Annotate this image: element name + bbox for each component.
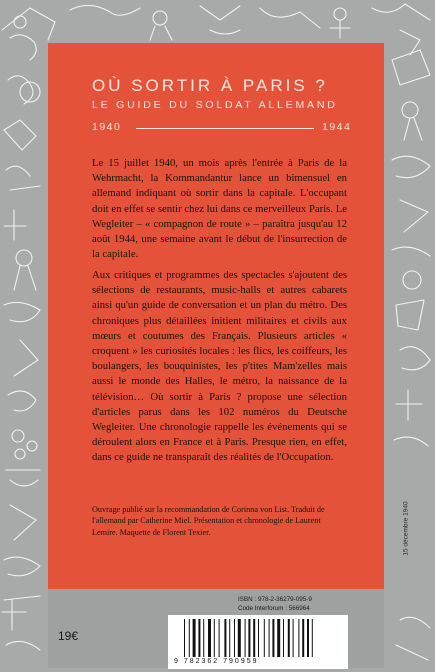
barcode-bar: [203, 619, 204, 657]
isbn-block: [238, 596, 346, 613]
isbn-text: ISBN : 978-2-36279-095-9: [238, 596, 312, 603]
barcode-bar: [288, 619, 290, 657]
barcode-bar: [245, 619, 246, 657]
barcode-bar: [234, 619, 235, 657]
barcode-bar: [214, 619, 215, 657]
barcode-bar: [264, 619, 265, 657]
barcode-bar: [312, 619, 313, 657]
year-end: 1944: [322, 121, 352, 133]
spine-edge: [391, 470, 435, 610]
barcode-bar: [224, 619, 226, 657]
book-title: OÙ SORTIR À PARIS ?: [92, 76, 328, 95]
interforum-code: Code Interforum : 566964: [238, 604, 310, 612]
barcode-bar: [184, 619, 185, 657]
barcode-bar: [253, 619, 255, 657]
barcode-bar: [193, 619, 196, 657]
barcode-bar: [258, 619, 259, 657]
barcode-bar: [208, 619, 211, 657]
barcode-bar: [293, 619, 294, 657]
barcode-bar: [307, 619, 309, 657]
barcode-bar: [298, 619, 299, 657]
barcode-number: 9 782362 790959: [174, 658, 259, 665]
blurb-paragraph-2: Aux critiques et programmes des spectacles s'ajoutent des sélections de restaurants, music-halls et autres cabarets ainsi qu'un guide de conversation et un plan du métro. Des chroniques plus détaillées initient militaires et civils aux mœurs et coutumes des Français. Plusieurs articles « croquent » les curiosités locales : les flics, les coiffeurs, les boulangers, les bouquinistes, les p'tites Mam'zelles mais aussi le monde des Halles, le métro, la naissance de la télévision… Où sortir à Paris ? propose une sélection d'articles parus dans les 102 numéros du Deutsche Wegleiter. Une chronologie rappelle les événements qui se déroulent alors en France et à Paris. Presque rien, en effet, dans ce guide ne transparaît des réalités de l'Occupation.: [92, 269, 347, 464]
barcode-bar: [189, 619, 190, 657]
barcode-bar: [238, 619, 241, 657]
barcode-bars: [168, 615, 348, 659]
barcode-bar: [219, 619, 220, 657]
barcode-bar: [229, 619, 230, 657]
blurb-paragraph-1: Le 15 juillet 1940, un mois après l'entrée à Paris de la Wehrmacht, la Kommandantur lance un bimensuel en allemand indiquant où sortir dans la capitale. L'occupant doit en effet se sentir chez lui dans ce merveilleux Paris. Le Wegleiter – « compagnon de route » – paraîtra jusqu'au 12 août 1944, une semaine avant le début de l'insurrection de la capitale.: [92, 157, 347, 261]
barcode-bar: [302, 619, 304, 657]
barcode-bar: [198, 619, 200, 657]
year-start: 1940: [92, 121, 122, 133]
barcode-bar: [248, 619, 250, 657]
price-label: 19€: [58, 629, 79, 643]
spine-text: 15 décembre 1940: [402, 501, 410, 556]
barcode-bar: [272, 619, 274, 657]
barcode-bar: [269, 619, 270, 657]
credits-text: Ouvrage publié sur la recommandation de Corinna von List. Traduit de l'allemand par Catherine Miel. Présentation et chronologie de Laurent Lemire. Maquette de Florent Texier.: [92, 505, 325, 537]
barcode-bar: [277, 619, 280, 657]
book-subtitle: LE GUIDE DU SOLDAT ALLEMAND: [92, 99, 338, 111]
barcode-bar: [283, 619, 284, 657]
year-divider: [136, 128, 314, 129]
